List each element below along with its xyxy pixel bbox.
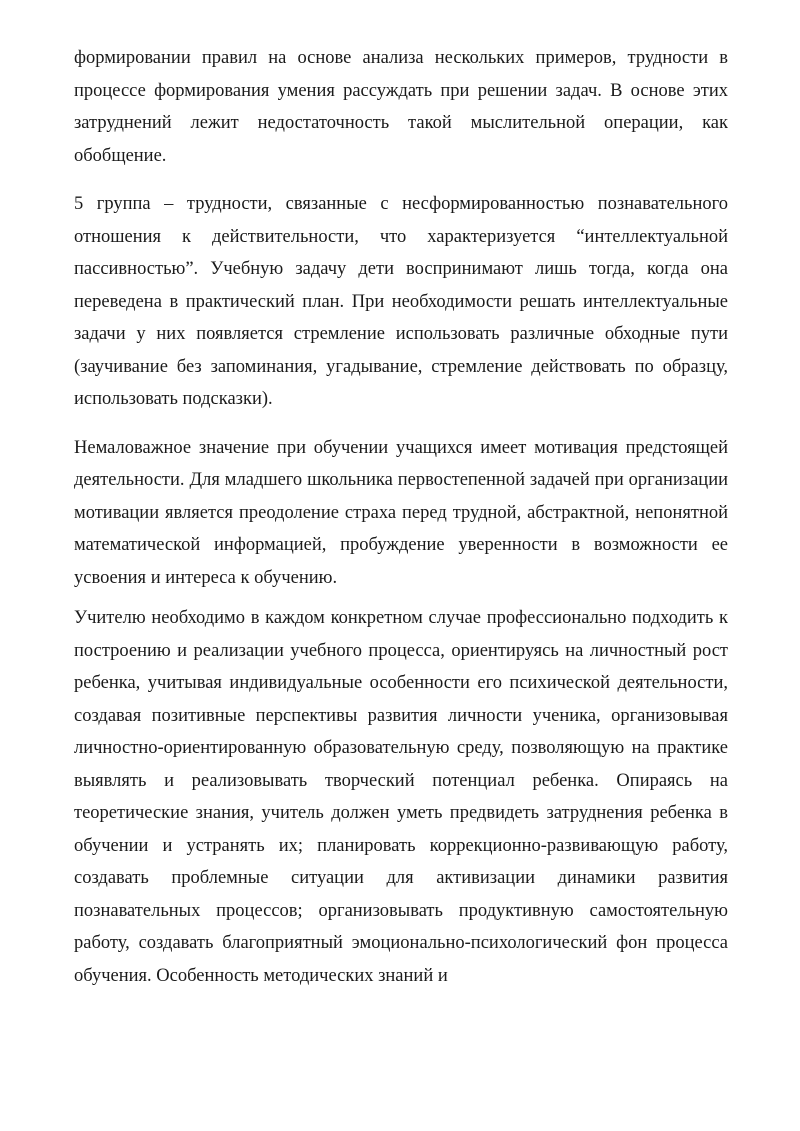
paragraph-group-5: 5 группа – трудности, связанные с несформированностью познавательного отношения к действительности, что характеризуется “интеллектуальной пассивностью”. Учебную задачу дети воспринимают лишь тогда, когда она переведена в практический план. При необходимости решать интеллектуальные задачи у них появляется стремление использовать различные обходные пути (заучивание без запоминания, угадывание, стремление действовать по образцу, использовать подсказки).	[74, 194, 728, 409]
document-page	[74, 42, 728, 1008]
paragraph-generalization-difficulties: формировании правил на основе анализа нескольких примеров, трудности в процессе формирования умения рассуждать при решении задач. В основе этих затруднений лежит недостаточность такой мыслительной операции, как обобщение.	[74, 48, 728, 166]
paragraph-motivation: Немаловажное значение при обучении учащихся имеет мотивация предстоящей деятельности. Для младшего школьника первостепенной задачей при организации мотивации является преодоление страха перед трудной, абстрактной, непонятной математической информацией, пробуждение уверенности в возможности ее усвоения и интереса к обучению.	[74, 437, 728, 588]
paragraph-teacher-approach: Учителю необходимо в каждом конкретном случае профессионально подходить к построению и реализации учебного процесса, ориентируясь на личностный рост ребенка, учитывая индивидуальные особенности его психической деятельности, создавая позитивные перспективы развития личности ученика, организовывая личностно-ориентированную образовательную среду, позволяющую на практике выявлять и реализовывать творческий потенциал ребенка. Опираясь на теоретические знания, учитель должен уметь предвидеть затруднения ребенка в обучении и устранять их; планировать коррекционно-развивающую работу, создавать проблемные ситуации для активизации динамики развития познавательных процессов; организовывать продуктивную самостоятельную работу, создавать благоприятный эмоционально-психологический фон процесса обучения. Особенность методических знаний и	[74, 608, 728, 986]
